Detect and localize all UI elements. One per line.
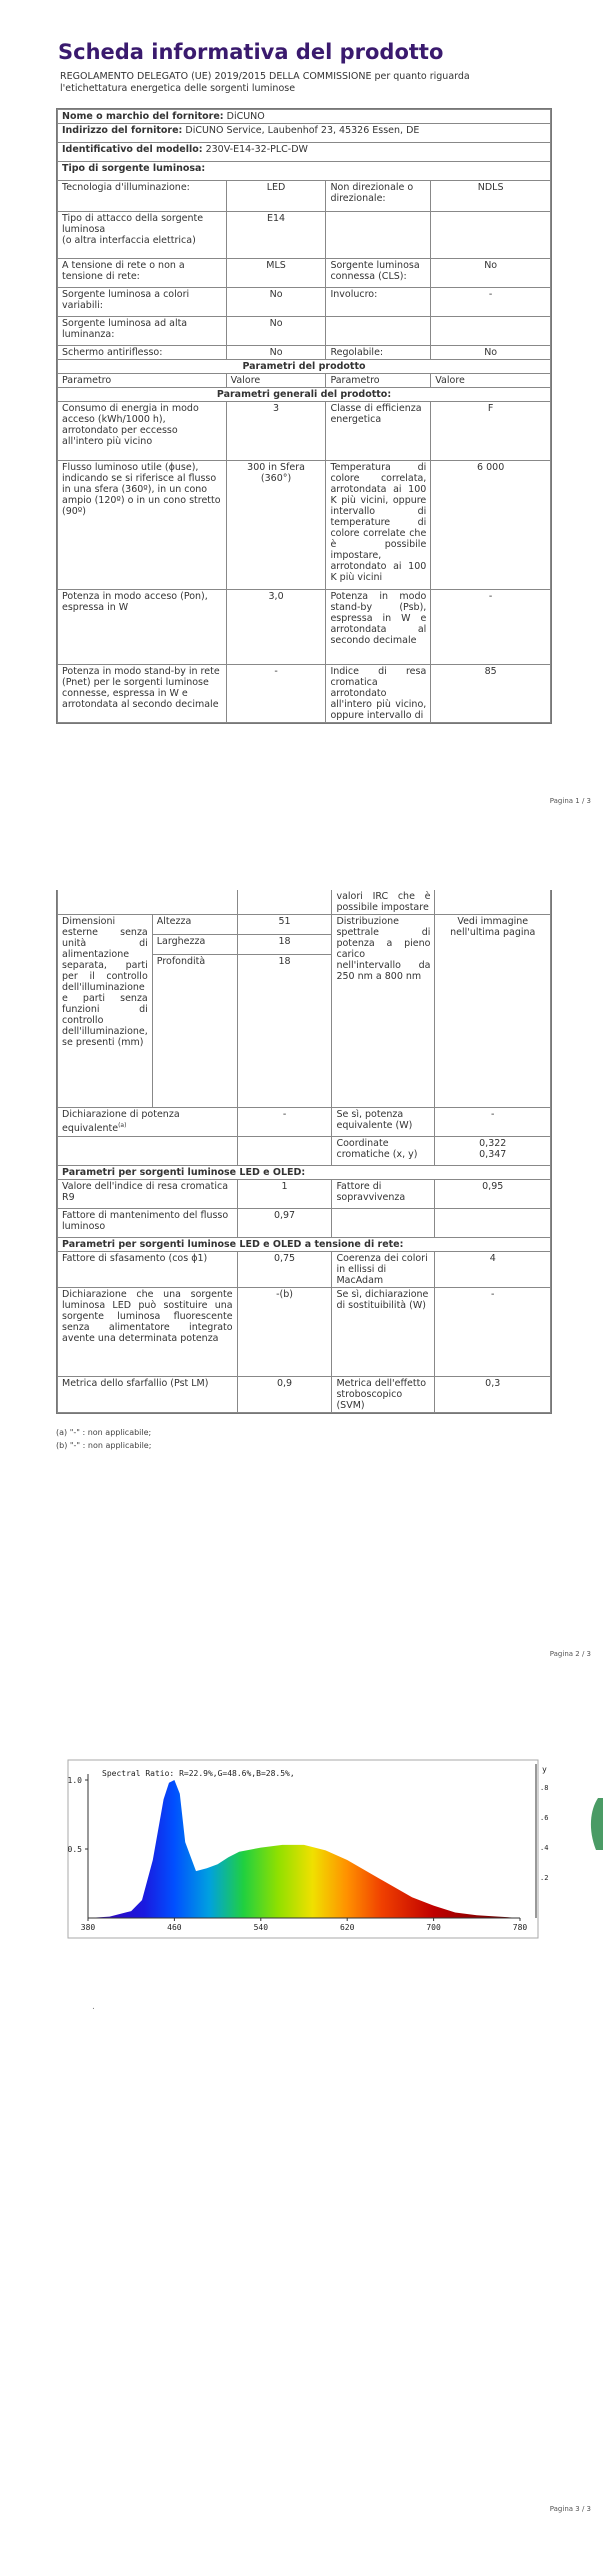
- param-label: Se sì, dichiarazione di sostituibilità (W): [332, 1288, 435, 1377]
- power-decl-row: [58, 1108, 551, 1137]
- source-value: No: [226, 288, 326, 317]
- dimension-name: Profondità: [152, 955, 237, 1108]
- param-label: Fattore di mantenimento del flusso luminoso: [58, 1209, 238, 1238]
- params-heading: Parametri del prodotto: [58, 360, 551, 374]
- param-label: Fattore di sopravvivenza: [332, 1180, 435, 1209]
- dimension-value: 18: [237, 955, 332, 1108]
- param-label: valori IRC che è possibile impostare: [332, 890, 435, 915]
- param-value: 0,97: [237, 1209, 332, 1238]
- address-label: Indirizzo del fornitore:: [62, 125, 183, 136]
- address-row: [58, 124, 551, 143]
- source-label: [326, 317, 431, 346]
- spectral-value: Vedi immagine nell'ultima pagina: [435, 915, 551, 1108]
- secondary-tick-label: .6: [540, 1814, 549, 1822]
- supplier-label: Nome o marchio del fornitore:: [62, 111, 224, 122]
- product-sheet-table: [56, 108, 552, 724]
- general-row: [58, 461, 551, 590]
- footnote-b: (b) "-" : non applicabile;: [56, 1441, 152, 1450]
- source-row: [58, 346, 551, 360]
- source-value: No: [226, 346, 326, 360]
- source-value: MLS: [226, 259, 326, 288]
- source-value: NDLS: [431, 181, 551, 212]
- dimensions-label: Dimensioni esterne senza unità di alimentazione separata, parti per il controllo dell'illuminazione e parti senza funzioni di controllo dell'illuminazione, se presenti (mm): [58, 915, 153, 1108]
- source-value: No: [431, 346, 551, 360]
- r9-row: [58, 1180, 551, 1209]
- x-tick-label: 460: [167, 1923, 182, 1932]
- param-label: Potenza in modo stand-by in rete (Pnet) per le sorgenti luminose connesse, espressa in W e arrotondata al secondo decimale: [58, 665, 227, 723]
- chart-title: Spectral Ratio: R=22.9%,G=48.6%,B=28.5%,: [102, 1769, 295, 1778]
- chroma-row: [58, 1137, 551, 1166]
- source-row: [58, 317, 551, 346]
- general-heading: Parametri generali del prodotto:: [58, 388, 551, 402]
- param-label: Flusso luminoso utile (ɸuse), indicando se si riferisce al flusso in una sfera (360º), in un cono ampio (120º) o in un cono stretto (90º): [58, 461, 227, 590]
- dimension-value: 18: [237, 935, 332, 955]
- x-tick-label: 380: [80, 1923, 96, 1932]
- supplier-value: DiCUNO: [226, 111, 265, 122]
- param-value: 85: [431, 665, 551, 723]
- param-label: Classe di efficienza energetica: [326, 402, 431, 461]
- source-label: Schermo antiriflesso:: [58, 346, 227, 360]
- dimensions-row: [58, 915, 551, 935]
- param-value: -: [431, 590, 551, 665]
- source-label: A tensione di rete o non a tensione di rete:: [58, 259, 227, 288]
- page-number: Pagina 3 / 3: [549, 2505, 591, 2513]
- secondary-tick-label: .8: [540, 1784, 549, 1792]
- param-value: 6 000: [431, 461, 551, 590]
- column-header: Valore: [226, 374, 326, 388]
- source-value: E14: [226, 212, 326, 259]
- source-value: [431, 317, 551, 346]
- param-label: Dichiarazione che una sorgente luminosa LED può sostituire una sorgente luminosa fluorescente senza alimentatore integrato avente una determinata potenza: [58, 1288, 238, 1377]
- model-row: [58, 143, 551, 162]
- y-tick-label: 1.0: [67, 1776, 82, 1785]
- page-2: [0, 860, 603, 1700]
- param-value: 3: [226, 402, 326, 461]
- param-value: 4: [435, 1252, 551, 1288]
- led-heading: Parametri per sorgenti luminose LED e OLED:: [58, 1166, 551, 1180]
- x-tick-label: 700: [426, 1923, 441, 1932]
- secondary-tick-label: .2: [540, 1874, 549, 1882]
- source-label: Tecnologia d'illuminazione:: [58, 181, 227, 212]
- dimension-name: Altezza: [152, 915, 237, 935]
- param-label: Consumo di energia in modo acceso (kWh/1000 h), arrotondato per eccesso all'intero più vicino: [58, 402, 227, 461]
- fluor-row: [58, 1288, 551, 1377]
- chroma-y: 0,347: [479, 1149, 507, 1160]
- param-label: Metrica dello sfarfallio (Pst LM): [58, 1377, 238, 1413]
- param-value: 1: [237, 1180, 332, 1209]
- param-value: 0,75: [237, 1252, 332, 1288]
- pf-row: [58, 1252, 551, 1288]
- x-tick-label: 780: [512, 1923, 528, 1932]
- chroma-x: 0,322: [479, 1138, 507, 1149]
- footnote-ref: (a): [118, 1122, 127, 1129]
- secondary-axis-label: y: [542, 1765, 547, 1774]
- cri-continued-row: [58, 890, 551, 915]
- params-heading-row: [58, 360, 551, 374]
- supplier-row: [58, 110, 551, 124]
- spectral-label: Distribuzione spettrale di potenza a pieno carico nell'intervallo da 250 nm a 800 nm: [332, 915, 435, 1108]
- secondary-tick-label: .4: [540, 1844, 549, 1852]
- model-value: 230V-E14-32-PLC-DW: [205, 144, 308, 155]
- source-value: [431, 212, 551, 259]
- source-label-note: (o altra interfaccia elettrica): [62, 235, 196, 246]
- param-value: 3,0: [226, 590, 326, 665]
- param-label: Coerenza dei colori in ellissi di MacAdam: [332, 1252, 435, 1288]
- pst-row: [58, 1377, 551, 1413]
- general-row: [58, 590, 551, 665]
- general-row: [58, 402, 551, 461]
- param-label: Potenza in modo stand-by (Psb), espressa in W e arrotondata al secondo decimale: [326, 590, 431, 665]
- param-value: 0,3: [435, 1377, 551, 1413]
- column-header: Valore: [431, 374, 551, 388]
- dimension-name: Larghezza: [152, 935, 237, 955]
- param-value: -: [435, 1288, 551, 1377]
- param-value: -: [435, 1108, 551, 1137]
- source-label: Involucro:: [326, 288, 431, 317]
- param-value: -(b): [237, 1288, 332, 1377]
- source-value: No: [431, 259, 551, 288]
- secondary-panel-mark: [591, 1798, 603, 1850]
- param-value: 300 in Sfera (360°): [226, 461, 326, 590]
- source-label: Regolabile:: [326, 346, 431, 360]
- param-label: Temperatura di colore correlata, arrotondata ai 100 K più vicini, oppure intervallo di temperature di colore correlate che è possibile impostare, arrotondato ai 100 K più vicini: [326, 461, 431, 590]
- source-label: Sorgente luminosa ad alta luminanza:: [58, 317, 227, 346]
- spectral-chart: [0, 1750, 603, 1950]
- footnotes: [56, 1426, 151, 1452]
- regulation-text: REGOLAMENTO DELEGATO (UE) 2019/2015 DELLA COMMISSIONE per quanto riguarda l'etichettatura energetica delle sorgenti luminose: [60, 71, 470, 94]
- param-label: Potenza in modo acceso (Pon), espressa in W: [58, 590, 227, 665]
- page-3: [0, 1700, 603, 2560]
- param-value: -: [237, 1108, 332, 1137]
- mains-heading-row: [58, 1238, 551, 1252]
- column-header: Parametro: [326, 374, 431, 388]
- plot-area: [68, 1760, 603, 1938]
- product-sheet-table-continued: [56, 890, 552, 1414]
- param-value: -: [226, 665, 326, 723]
- address-value: DiCUNO Service, Laubenhof 23, 45326 Essen, DE: [185, 125, 420, 136]
- lumen-row: [58, 1209, 551, 1238]
- dimension-value: 51: [237, 915, 332, 935]
- page-number: Pagina 2 / 3: [549, 1650, 591, 1658]
- source-label: [326, 212, 431, 259]
- page-title: Scheda informativa del prodotto: [58, 40, 444, 64]
- page-1: [0, 0, 603, 860]
- source-label: Tipo di attacco della sorgente luminosa: [62, 213, 204, 235]
- param-label: Fattore di sfasamento (cos ɸ1): [58, 1252, 238, 1288]
- param-label: Metrica dell'effetto stroboscopico (SVM): [332, 1377, 435, 1413]
- param-label: Dichiarazione di potenza equivalente: [62, 1109, 180, 1135]
- page3-mark: .: [92, 2002, 95, 2012]
- source-type-heading: Tipo di sorgente luminosa:: [58, 162, 551, 181]
- x-tick-label: 540: [253, 1923, 269, 1932]
- general-heading-row: [58, 388, 551, 402]
- param-label: Indice di resa cromatica arrotondato all'intero più vicino, oppure intervallo di: [326, 665, 431, 723]
- source-value: -: [431, 288, 551, 317]
- source-row: [58, 181, 551, 212]
- param-value: 0,9: [237, 1377, 332, 1413]
- source-label: Non direzionale o direzionale:: [326, 181, 431, 212]
- source-row: [58, 259, 551, 288]
- param-value: 0,95: [435, 1180, 551, 1209]
- model-label: Identificativo del modello:: [62, 144, 203, 155]
- source-value: No: [226, 317, 326, 346]
- param-value: F: [431, 402, 551, 461]
- led-heading-row: [58, 1166, 551, 1180]
- x-tick-label: 620: [339, 1923, 355, 1932]
- page-number: Pagina 1 / 3: [549, 797, 591, 805]
- param-label: Se sì, potenza equivalente (W): [332, 1108, 435, 1137]
- source-label: Sorgente luminosa connessa (CLS):: [326, 259, 431, 288]
- source-label: Sorgente luminosa a colori variabili:: [58, 288, 227, 317]
- source-row: [58, 212, 551, 259]
- source-value: LED: [226, 181, 326, 212]
- param-label: Coordinate cromatiche (x, y): [332, 1137, 435, 1166]
- mains-heading: Parametri per sorgenti luminose LED e OLED a tensione di rete:: [58, 1238, 551, 1252]
- column-header-row: [58, 374, 551, 388]
- param-label: Valore dell'indice di resa cromatica R9: [58, 1180, 238, 1209]
- general-row: [58, 665, 551, 723]
- source-type-heading-row: [58, 162, 551, 181]
- footnote-a: (a) "-" : non applicabile;: [56, 1428, 152, 1437]
- column-header: Parametro: [58, 374, 227, 388]
- y-tick-label: 0.5: [67, 1845, 82, 1854]
- source-row: [58, 288, 551, 317]
